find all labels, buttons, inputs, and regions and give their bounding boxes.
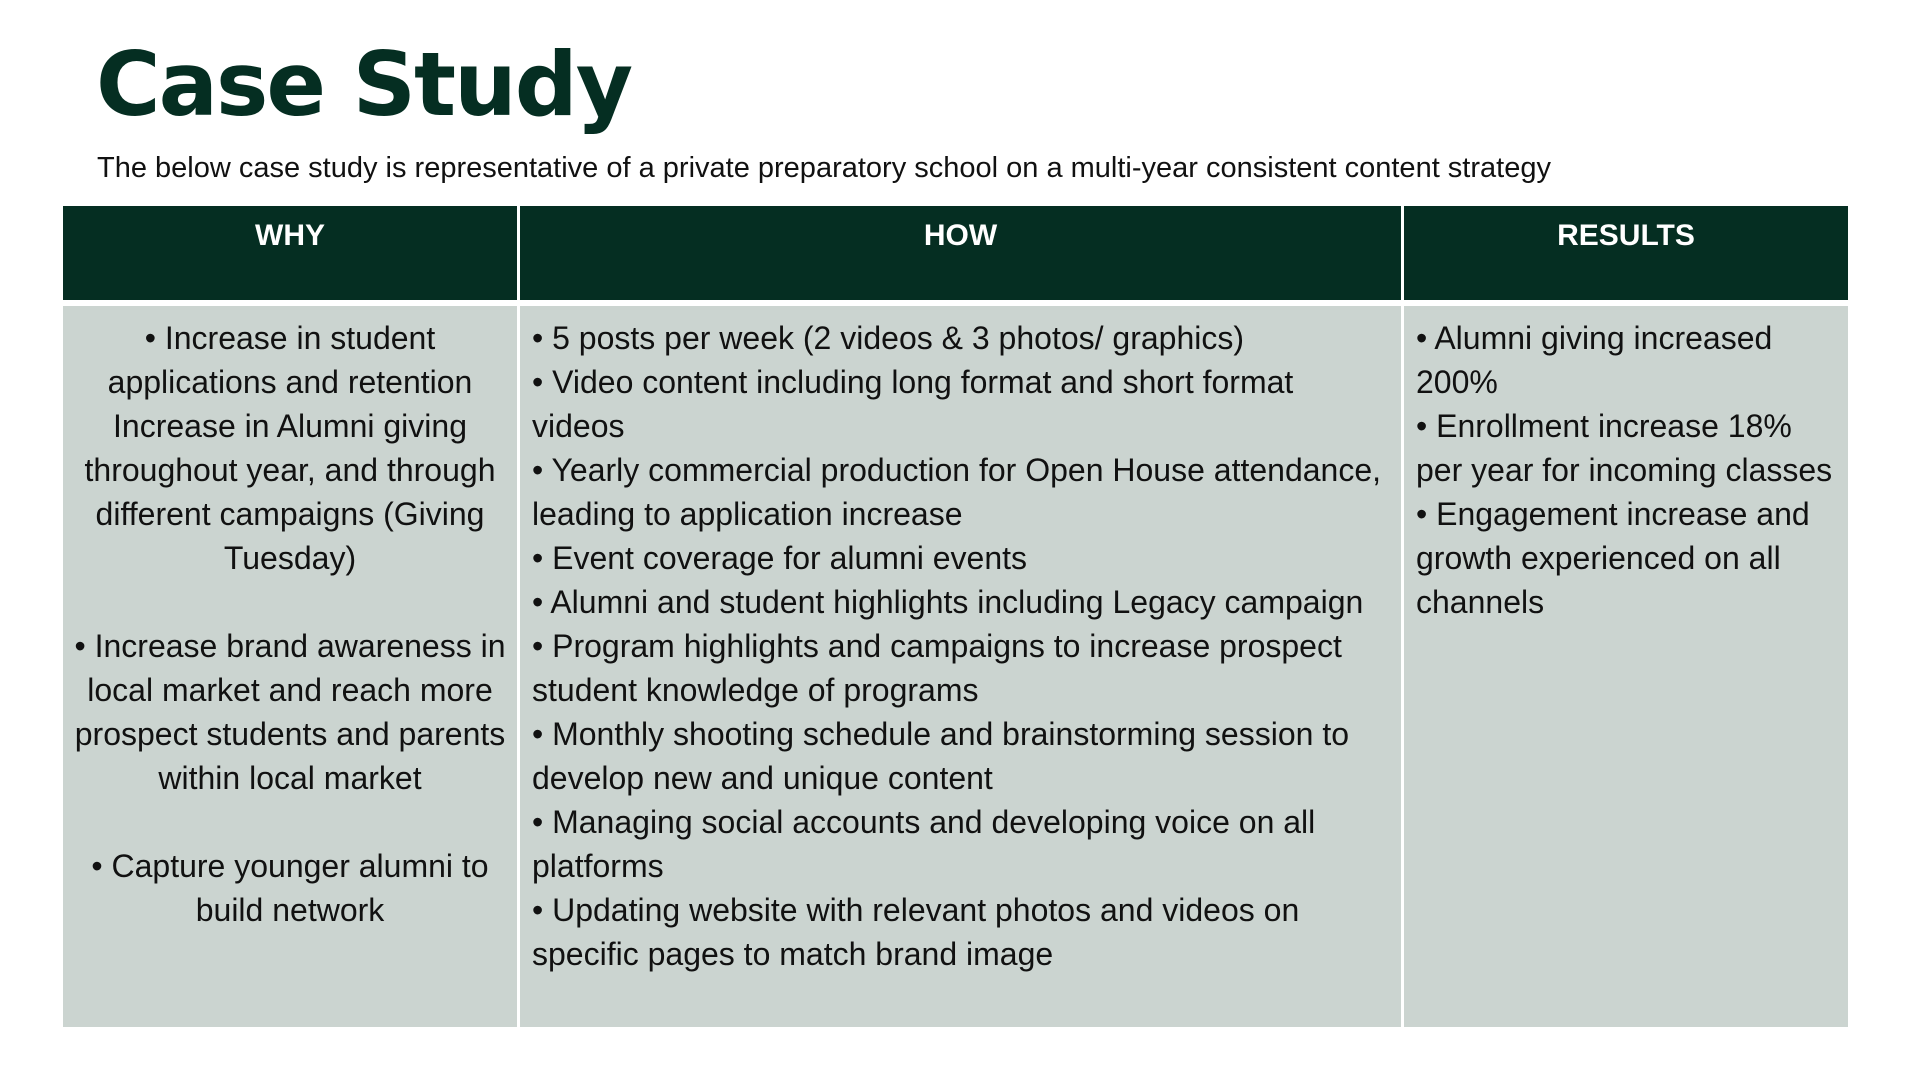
why-item: • Capture younger alumni to build network [91,848,489,928]
how-item: • Updating website with relevant photos and videos on specific pages to match brand image [532,892,1300,972]
how-item: • 5 posts per week (2 videos & 3 photos/ graphics) [532,320,1245,356]
page-title: Case Study [96,33,632,136]
results-item: • Engagement increase and growth experienced on all channels [1416,496,1810,620]
why-cell [63,306,520,1027]
how-cell [520,306,1404,1027]
how-item: • Event coverage for alumni events [532,540,1028,576]
why-item: • Increase in student applications and retention Increase in Alumni giving throughout year, and through different campaigns (Giving Tuesday) [84,320,496,576]
why-column-header: WHY [63,206,520,306]
results-column-header: RESULTS [1404,206,1848,306]
how-item: • Program highlights and campaigns to increase prospect student knowledge of programs [532,628,1342,708]
results-item: • Enrollment increase 18% per year for incoming classes [1416,408,1833,488]
results-cell [1404,306,1848,1027]
table-header-row [63,206,1848,306]
case-study-table [63,206,1848,1027]
why-item: • Increase brand awareness in local market and reach more prospect students and parents within local market [74,628,506,796]
how-item: • Alumni and student highlights including Legacy campaign [532,584,1364,620]
how-item: • Video content including long format and short format videos [532,364,1294,444]
how-item: • Monthly shooting schedule and brainstorming session to develop new and unique content [532,716,1349,796]
table-row [63,306,1848,1027]
page-subtitle: The below case study is representative of a private preparatory school on a multi-year consistent content strategy [97,152,1551,184]
how-column-header: HOW [520,206,1404,306]
results-item: • Alumni giving increased 200% [1416,320,1773,400]
how-item: • Yearly commercial production for Open House attendance, leading to application increase [532,452,1382,532]
how-item: • Managing social accounts and developing voice on all platforms [532,804,1316,884]
